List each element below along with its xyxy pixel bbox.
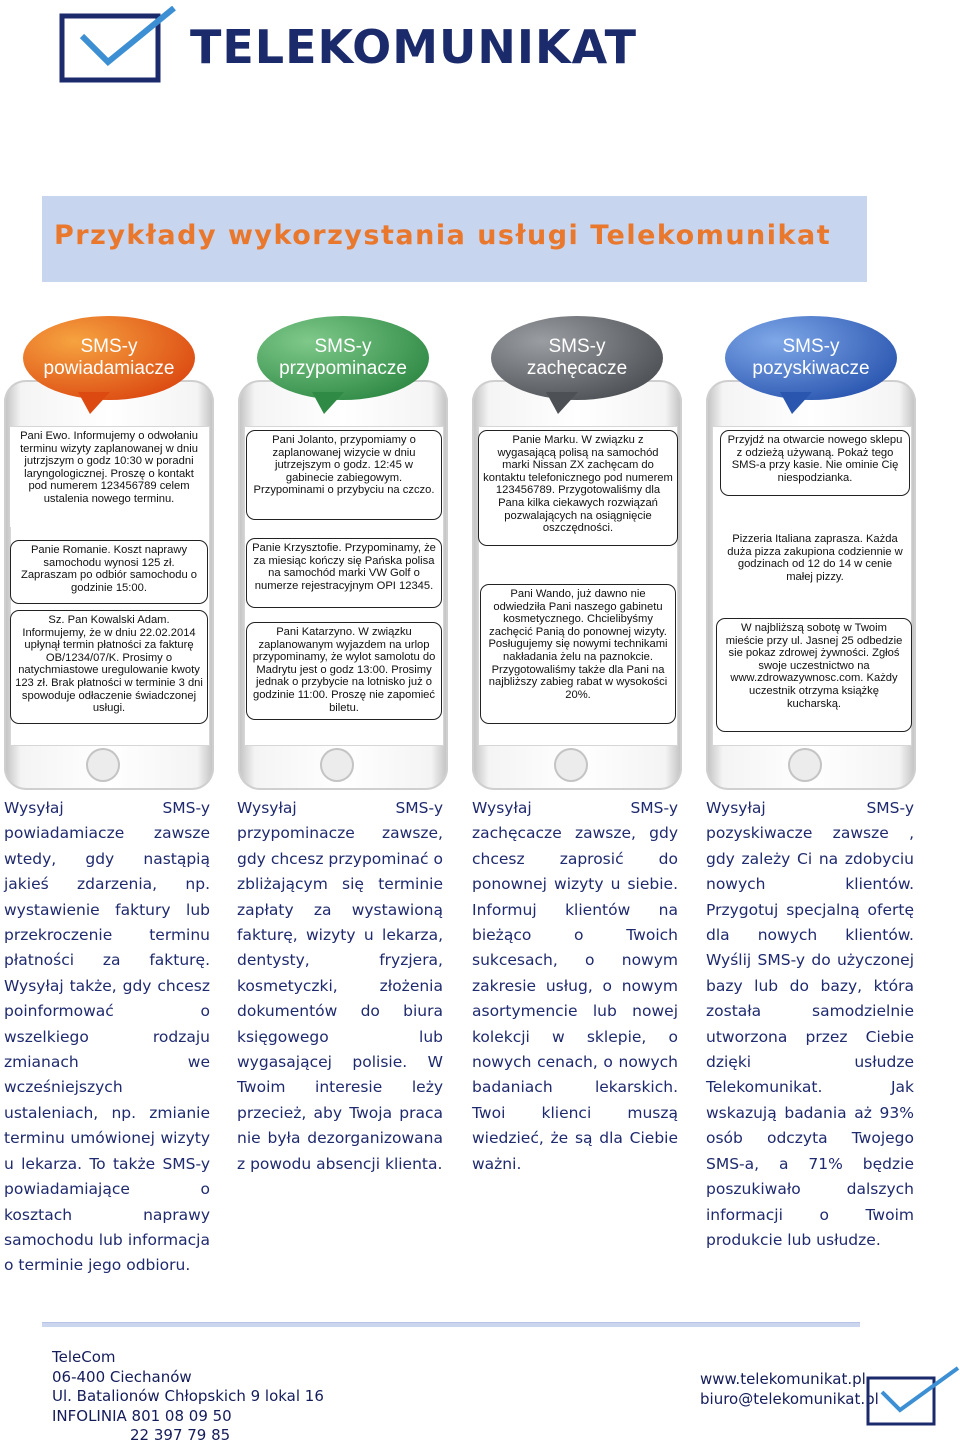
page-title: Przykłady wykorzystania usługi Telekomunikat: [54, 220, 832, 251]
description-powiadamiacze: Wysyłaj SMS-y powiadamiacze zawsze wtedy, gdy nastąpią jakieś zdarzenia, np. wystawienie faktury lub przekroczenie terminu płatności za fakturę. Wysyłaj także, gdy chcesz poinformować o wszelkiego rodzaju zmianach we wcześniejszych ustaleniach, np. zmianie terminu umówionej wizyty u lekarza. To także SMS-y powiadamiające o kosztach naprawy samochodu lub informacja o terminie jego odbioru.: [4, 799, 210, 1275]
sms-message: Panie Romanie. Koszt naprawy samochodu wynosi 125 zł. Zapraszam po odbiór samochodu o godzinie 15:00.: [10, 540, 208, 604]
postal-code: 06-400 Ciechanów: [52, 1367, 192, 1386]
bubble-powiadamiacze: [18, 314, 200, 414]
bubble-line-1: SMS-y: [782, 336, 840, 357]
sms-message: Pani Jolanto, przypomiamy o zaplanowanej wizycie w dniu jutrzejszym o godz. 12:45 w gabinecie zabiegowym. Przypominami o przybyciu na czczo.: [246, 430, 442, 520]
description-zachecacze: Wysyłaj SMS-y zachęcacze zawsze, gdy chcesz zaprosić do ponownej wizyty u siebie. Informuj klientów na bieżąco o Twoich sukcesach, o nowym zakresie usług, o nowym asortymencie lub nowej kolekcji w sklepie, o nowych cenach, o nowych badaniach lekarskich. Twoi klienci muszą wiedzieć, że są dla Ciebie ważni.: [472, 799, 678, 1173]
hotline: INFOLINIA 801 08 09 50: [52, 1406, 232, 1425]
sms-message: Panie Krzysztofie. Przypominamy, że za miesiąc kończy się Pańska polisa na samochód marki VW Golf o numerze rejestracyjnym OPI 12345.: [246, 538, 442, 608]
home-button-icon: [86, 748, 120, 782]
bubble-line-1: SMS-y: [548, 336, 606, 357]
logo-brand-text: TELEKOMUNIKAT: [190, 20, 638, 74]
bubble-line-1: SMS-y: [314, 336, 372, 357]
logo: [56, 6, 638, 90]
footer-divider: [42, 1322, 860, 1327]
envelope-check-icon: [864, 1366, 960, 1432]
home-button-icon: [554, 748, 588, 782]
bubble-zachecacze: [486, 314, 668, 414]
sms-message: W najbliższą sobotę w Twoim mieście przy ul. Jasnej 25 odbedzie sie pokaz zdrowej żywności. Zgłoś swoje uczestnictwo na www.zdrowazywnosc.com. Każdy uczestnik otrzyma książkę kucharską.: [716, 618, 912, 732]
sms-message: Pani Ewo. Informujemy o odwołaniu terminu wizyty zaplanowanej w dniu jutrzjszym o godz 10:30 w poradni laryngologicznej. Proszę o kontakt pod numerem 123456789 celem ustalenia nowego terminu.: [10, 427, 208, 527]
description-przypominacze: Wysyłaj SMS-y przypominacze zawsze, gdy chcesz przypominać o zbliżającym się terminie zapłaty za wystawioną fakturę, wizyty u lekarza, dentysty, fryzjera, kosmetyczki, złożenia dokumentów do biura księgowego lub wygasającej polisie. W Twoim interesie leży przecież, aby Twoja praca nie była dezorganizowana z powodu absencji klienta.: [237, 799, 443, 1173]
bubble-pozyskiwacze: [720, 314, 902, 414]
sms-message: Pani Katarzyno. W związku zaplanowanym wyjazdem na urlop przypominamy, że wylot samolotu do Madrytu jest o godz 13:00. Prosimy jednak o przybycie na lotnisko już o godzinie 11:00. Proszę nie zapomieć biletu.: [246, 622, 442, 720]
title-banner: [42, 196, 867, 282]
company-name: TeleCom: [52, 1348, 116, 1366]
bubble-przypominacze: [252, 314, 434, 414]
home-button-icon: [788, 748, 822, 782]
sms-message: Sz. Pan Kowalski Adam. Informujemy, że w dniu 22.02.2014 upłynął termin płatności za fakturę OB/1234/07/K. Prosimy o natychmiastowe uregulowanie kwoty 123 zł. Brak płatności w terminie 3 dni spowoduje odłaczenie świadczonej usługi.: [10, 610, 208, 724]
website-link[interactable]: www.telekomunikat.pl: [700, 1370, 866, 1388]
footer-address: [52, 1348, 324, 1446]
sms-message: Przyjdź na otwarcie nowego sklepu z odzieżą używaną. Pokaż tego SMS-a przy kasie. Nie ominie Cię niespodzianka.: [720, 430, 910, 496]
bubble-line-2: zachęcacze: [526, 358, 628, 379]
bubble-line-2: powiadamiacze: [43, 358, 175, 379]
sms-message: Pizzeria Italiana zaprasza. Każda duża pizza zakupiona codziennie w godzinach od 12 do 14 w cenie małej pizzy.: [720, 530, 910, 590]
bubble-line-2: pozyskiwacze: [752, 358, 870, 379]
sms-message: Panie Marku. W związku z wygasającą polisą na samochód marki Nissan ZX zachęcam do kontaktu telefonicznego pod numerem 123456789. Przygotowaliśmy dla Pana kilka ciekawych rozwiązań pozwalających na osiągnięcie oszczędności.: [478, 430, 678, 546]
street-address: Ul. Batalionów Chłopskich 9 lokal 16: [52, 1387, 324, 1405]
phone-number: 22 397 79 85: [130, 1426, 231, 1444]
sms-message: Pani Wando, już dawno nie odwiedziła Pani naszego gabinetu kosmetycznego. Chcielibyśmy zachęcić Panią do ponownej wizyty. Posługujemy się nowymi technikami nakładania żelu na paznokcie. Przygotowaliśmy także dla Pani na najbliższy zabieg rabat w wysokości 20%.: [480, 584, 676, 724]
email-link[interactable]: biuro@telekomunikat.pl: [700, 1389, 879, 1408]
home-button-icon: [320, 748, 354, 782]
envelope-check-icon: [56, 6, 180, 86]
footer-contact: [700, 1370, 879, 1409]
description-pozyskiwacze: Wysyłaj SMS-y pozyskiwacze zawsze , gdy zależy Ci na zdobyciu nowych klientów. Przygotuj specjalną ofertę dla nowych klientów. Wyślij SMS-y do użyczonej bazy lub do bazy, która została samodzielnie utworzona przez Ciebie dzięki usłudze Telekomunikat. Jak wskazują badania aż 93% osób odczyta Twojego SMS-a, a 71% będzie poszukiwało dalszych informacji o Twoim produkcie lub usłudze.: [706, 799, 914, 1249]
bubble-line-1: SMS-y: [80, 336, 138, 357]
bubble-line-2: przypominacze: [279, 358, 407, 379]
